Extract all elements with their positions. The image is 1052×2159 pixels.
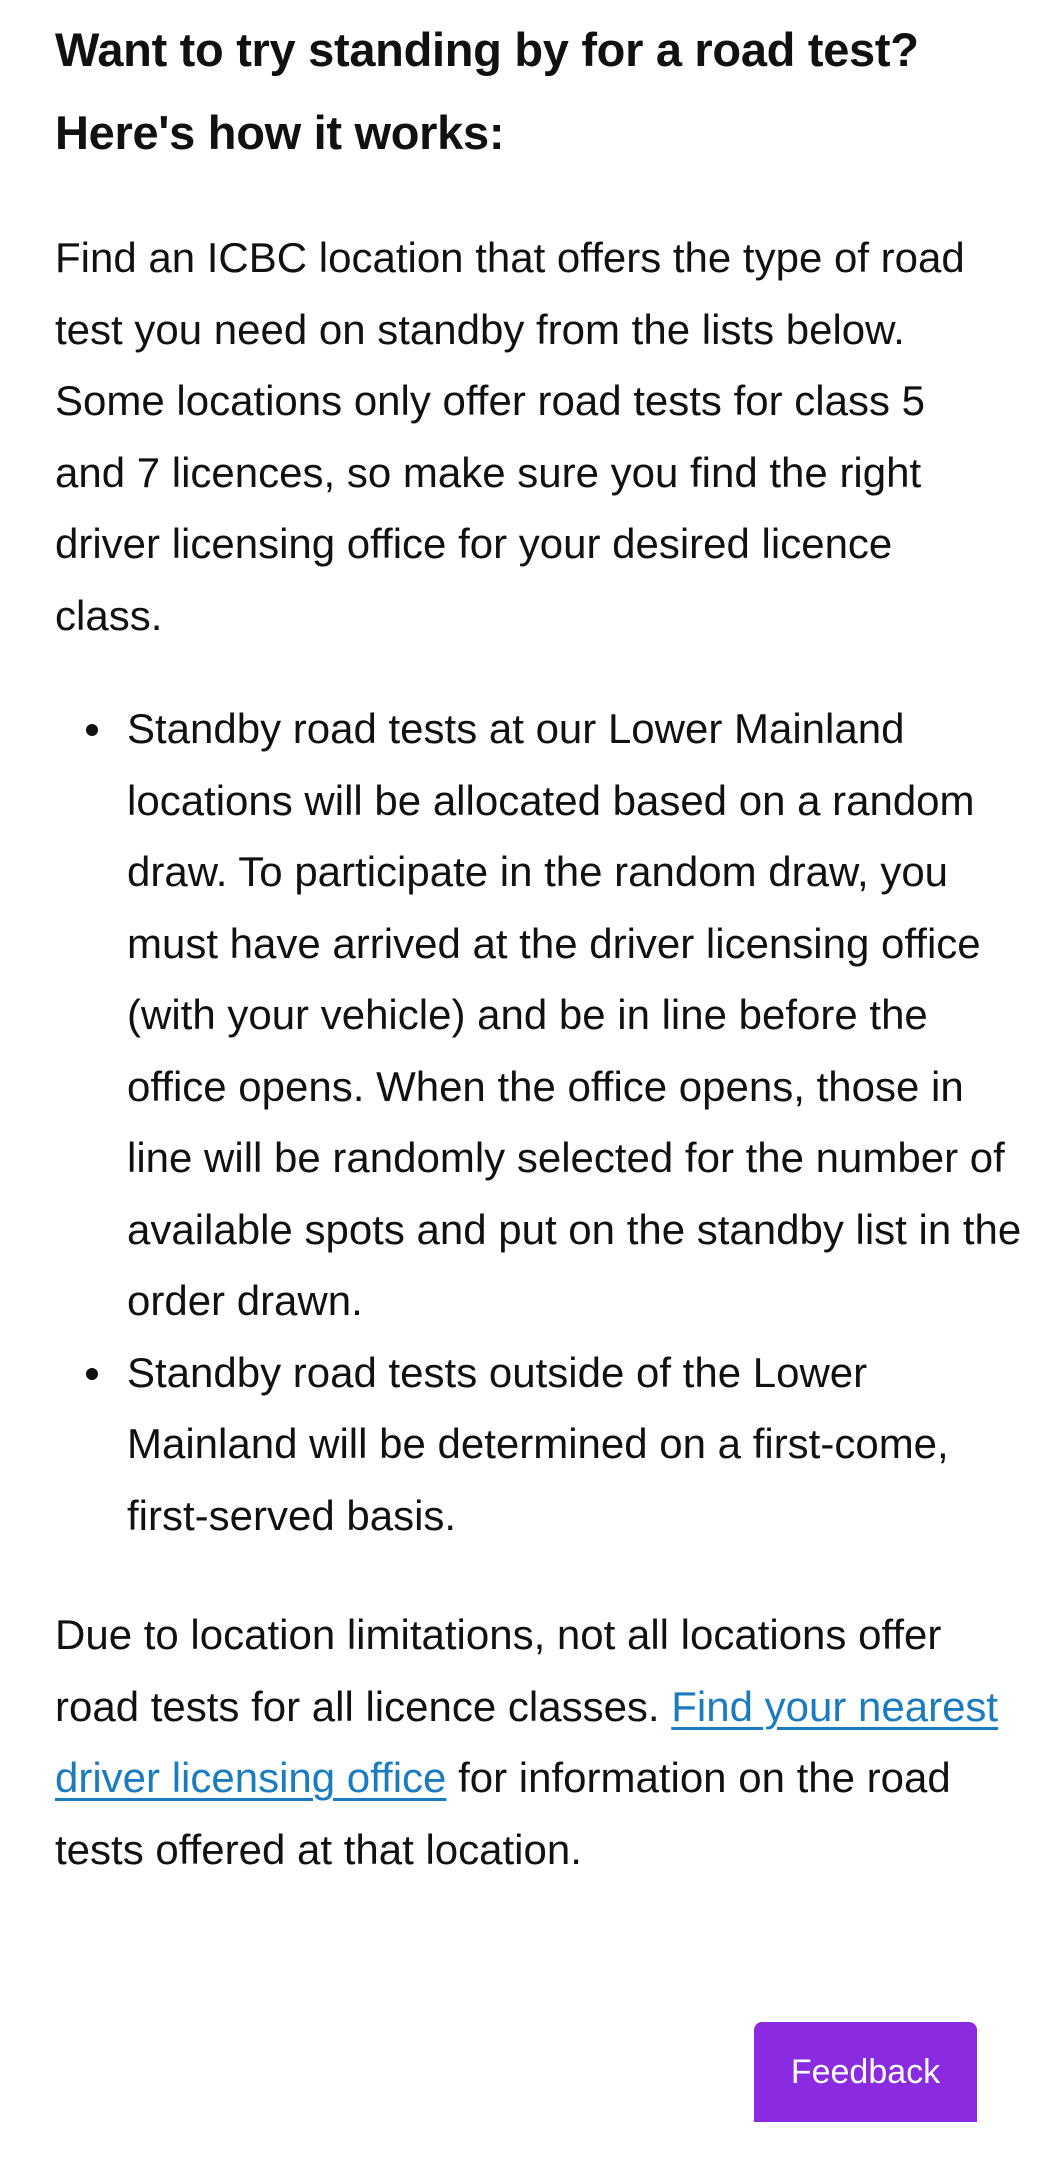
feedback-button[interactable]: Feedback	[754, 2022, 977, 2122]
list-item: Standby road tests at our Lower Mainland locations will be allocated based on a random draw. To participate in the random draw, you must have arrived at the driver licensing office (with your vehicle) and be in line before the office opens. When the office opens, those in line will be randomly selected for the number of available spots and put on the standby list in the order drawn.	[127, 693, 1027, 1337]
find-office-link[interactable]: Find your nearest driver licensing office	[55, 1682, 999, 1801]
closing-text-end: for information on the road tests offered at that location.	[55, 1754, 951, 1873]
section-heading: Want to try standing by for a road test? Here's how it works:	[55, 23, 919, 159]
closing-text: Due to location limitations, not all locations offer road tests for all licence classes.	[55, 1611, 942, 1730]
intro-paragraph: Find an ICBC location that offers the type of road test you need on standby from the lists below. Some locations only offer road tests for class 5 and 7 licences, so make sure you find the right driver licensing office for your desired licence class.	[55, 234, 965, 639]
list-item: Standby road tests outside of the Lower Mainland will be determined on a first-come, first-served basis.	[127, 1337, 1027, 1552]
closing-paragraph	[55, 1599, 1005, 1885]
article-content	[55, 8, 1022, 1885]
standby-rules-list	[55, 693, 1027, 1551]
